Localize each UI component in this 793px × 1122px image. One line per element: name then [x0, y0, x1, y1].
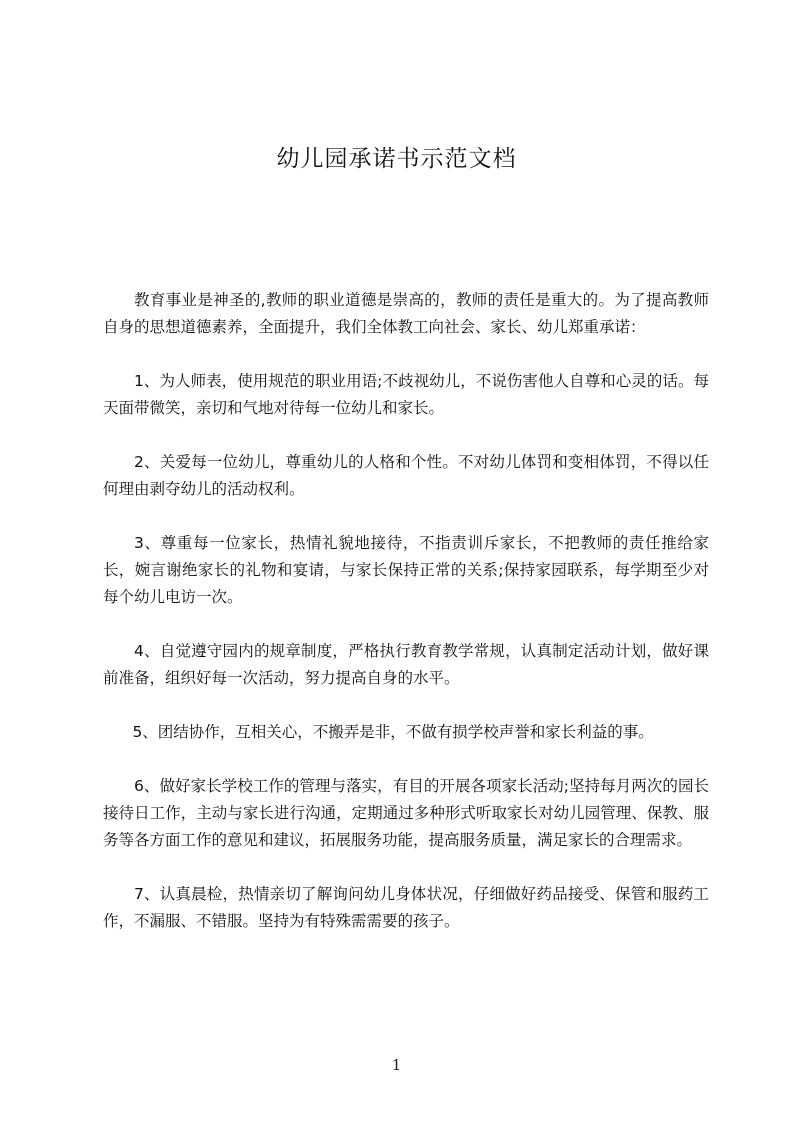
- pledge-item-1: 1、为人师表，使用规范的职业用语;不歧视幼儿，不说伤害他人自尊和心灵的话。每天面带微笑，亲切和气地对待每一位幼儿和家长。: [103, 372, 709, 417]
- intro-paragraph: 教育事业是神圣的,教师的职业道德是崇高的，教师的责任是重大的。为了提高教师自身的思想道德素养，全面提升，我们全体教工向社会、家长、幼儿郑重承诺：: [103, 291, 709, 336]
- document-body: [103, 287, 709, 962]
- document-title: 幼儿园承诺书示范文档: [276, 146, 517, 172]
- pledge-item-6: 6、做好家长学校工作的管理与落实，有目的开展各项家长活动;坚持每月两次的园长接待日工作，主动与家长进行沟通，定期通过多种形式听取家长对幼儿园管理、保教、服务等各方面工作的意见和建议，拓展服务功能，提高服务质量，满足家长的合理需求。: [103, 777, 709, 849]
- pledge-item-5: 5、团结协作，互相关心，不搬弄是非，不做有损学校声誉和家长利益的事。: [132, 723, 654, 741]
- pledge-item-3: 3、尊重每一位家长，热情礼貌地接待，不指责训斥家长，不把教师的责任推给家长，婉言谢绝家长的礼物和宴请，与家长保持正常的关系;保持家园联系，每学期至少对每个幼儿电访一次。: [103, 534, 709, 606]
- pledge-item-2: 2、关爱每一位幼儿，尊重幼儿的人格和个性。不对幼儿体罚和变相体罚，不得以任何理由剥夺幼儿的活动权利。: [103, 453, 709, 498]
- pledge-item-4: 4、自觉遵守园内的规章制度，严格执行教育教学常规，认真制定活动计划，做好课前准备，组织好每一次活动，努力提高自身的水平。: [103, 642, 709, 687]
- pledge-item-7: 7、认真晨检，热情亲切了解询问幼儿身体状况，仔细做好药品接受、保管和服药工作，不漏服、不错服。坚持为有特殊需需要的孩子。: [103, 885, 709, 930]
- page-number: 1: [391, 1056, 402, 1074]
